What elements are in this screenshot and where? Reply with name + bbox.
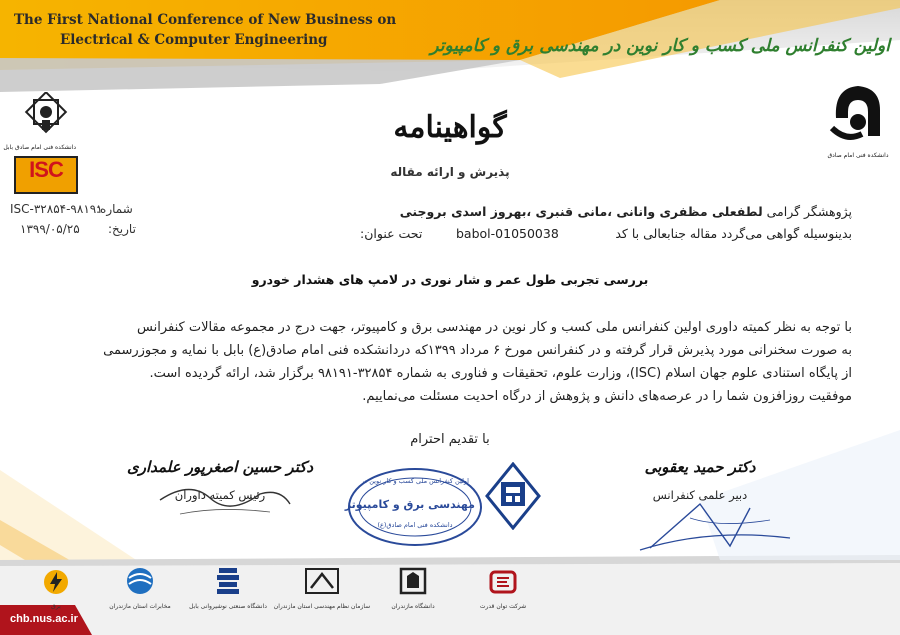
sponsor-engineering-org xyxy=(272,566,372,610)
certify-text: بدینوسیله گواهی می‌گردد مقاله جنابعالی با کد xyxy=(615,226,852,241)
university-logo-caption: دانشکده فنی امام صادق بابل xyxy=(3,144,76,151)
left-signatory-role: رئیس کمیته داوران xyxy=(174,488,266,502)
sponsor-caption: سازمان نظام مهندسی استان مازندران xyxy=(273,603,371,610)
sponsor-caption: مخابرات استان مازندران xyxy=(109,603,171,610)
conference-emblem-icon xyxy=(485,462,541,530)
tavan-ghodrat-icon xyxy=(487,568,519,596)
sponsor-caption: دانشگاه مازندران xyxy=(391,603,435,610)
recipient-line xyxy=(352,204,852,219)
salutation: پژوهشگر گرامی xyxy=(766,204,852,219)
babol-noshirvani-icon xyxy=(213,564,243,596)
power-company-icon xyxy=(42,568,70,596)
conference-title-en-line1: The First National Conference of New Business on xyxy=(14,12,397,28)
faculty-logo-caption: دانشکده فنی امام صادق xyxy=(827,152,889,159)
sponsor-tavan-ghodrat xyxy=(468,568,538,610)
paper-code: babol-01050038 xyxy=(456,226,559,241)
right-signature-icon xyxy=(630,498,800,558)
telecom-icon xyxy=(123,566,157,596)
sponsor-mazandaran-university xyxy=(378,566,448,610)
left-signature-icon xyxy=(150,470,300,520)
stamp-top-text: اولین کنفرانس ملی کسب و کار نوین در xyxy=(361,477,469,485)
sponsor-telecom xyxy=(100,566,180,610)
isc-label: ISC xyxy=(29,157,63,182)
date-value: ۱۳۹۹/۰۵/۲۵ xyxy=(20,222,80,236)
certificate-subtitle: پذیرش و ارائه مقاله xyxy=(390,165,510,179)
website-url[interactable]: chb.nus.ac.ir xyxy=(10,613,78,625)
paper-title: بررسی تجربی طول عمر و شار نوری در لامپ های هشدار خودرو xyxy=(251,272,649,287)
right-signatory-name: دکتر حمید یعقوبی xyxy=(644,458,756,476)
conference-stamp xyxy=(345,465,485,550)
mazandaran-university-icon xyxy=(397,566,429,596)
left-signatory-name: دکتر حسین اصغرپور علمداری xyxy=(126,458,314,476)
sponsor-babol-noshirvani xyxy=(186,564,270,610)
conference-title-fa: اولین کنفرانس ملی کسب و کار نوین در مهندسی برق و کامپیوتر xyxy=(430,36,890,56)
sponsor-caption: برق xyxy=(51,603,61,610)
number-value: ISC-۳۲۸۵۴-۹۸۱۹۱ xyxy=(10,202,103,216)
engineering-org-icon xyxy=(303,566,341,596)
university-emblem-icon xyxy=(16,92,76,138)
sponsor-caption: دانشگاه صنعتی نوشیروانی بابل xyxy=(189,603,267,610)
conference-title-en-line2: Electrical & Computer Engineering xyxy=(60,32,328,48)
stamp-bottom-text: دانشکده فنی امام صادق(ع) xyxy=(377,521,453,529)
faculty-logo xyxy=(826,78,890,162)
body-line-2: به صورت سخنرانی مورد پذیرش قرار گرفته و در کنفرانس مورخ ۶ مرداد ۱۳۹۹که دردانشکده فنی امام صادق(ع) بابل با نمایه و مجوزرسمی xyxy=(103,343,852,358)
date-label: تاریخ: xyxy=(108,222,136,236)
body-line-1: با توجه به نظر کمیته داوری اولین کنفرانس ملی کسب و کار نوین در مهندسی برق و کامپیوتر، جهت درج در مجموعه مقالات کنفرانس xyxy=(137,320,852,335)
recipient-names: لطفعلی مظفری وانانی ،مانی قنبری ،بهروز اسدی بروجنی xyxy=(399,204,763,219)
body-line-4: موفقیت روزافزون شما را در عرصه‌های دانش و پژوهش از درگاه احدیت مسئلت می‌نماییم. xyxy=(362,389,852,404)
regards-text: با تقدیم احترام xyxy=(410,432,490,447)
right-signatory-role: دبیر علمی کنفرانس xyxy=(652,488,748,502)
university-logo xyxy=(3,92,76,151)
certificate-title: گواهینامه xyxy=(393,110,507,145)
under-title-label: تحت عنوان: xyxy=(360,226,423,241)
sponsor-power-company xyxy=(28,568,84,610)
stamp-middle-text: مهندسی برق و کامپیوتر xyxy=(344,498,475,511)
faculty-emblem-icon xyxy=(826,78,890,144)
body-line-3: از پایگاه استنادی علوم جهان اسلام (ISC)، وزارت علوم، تحقیقات و فناوری به شماره ۳۲۸۵۴-۹۸۱۹۱ برگزار شد، ارائه گردیده است. xyxy=(149,366,852,381)
sponsor-caption: شرکت توان قدرت xyxy=(479,603,527,610)
number-label: شماره: xyxy=(96,202,133,216)
